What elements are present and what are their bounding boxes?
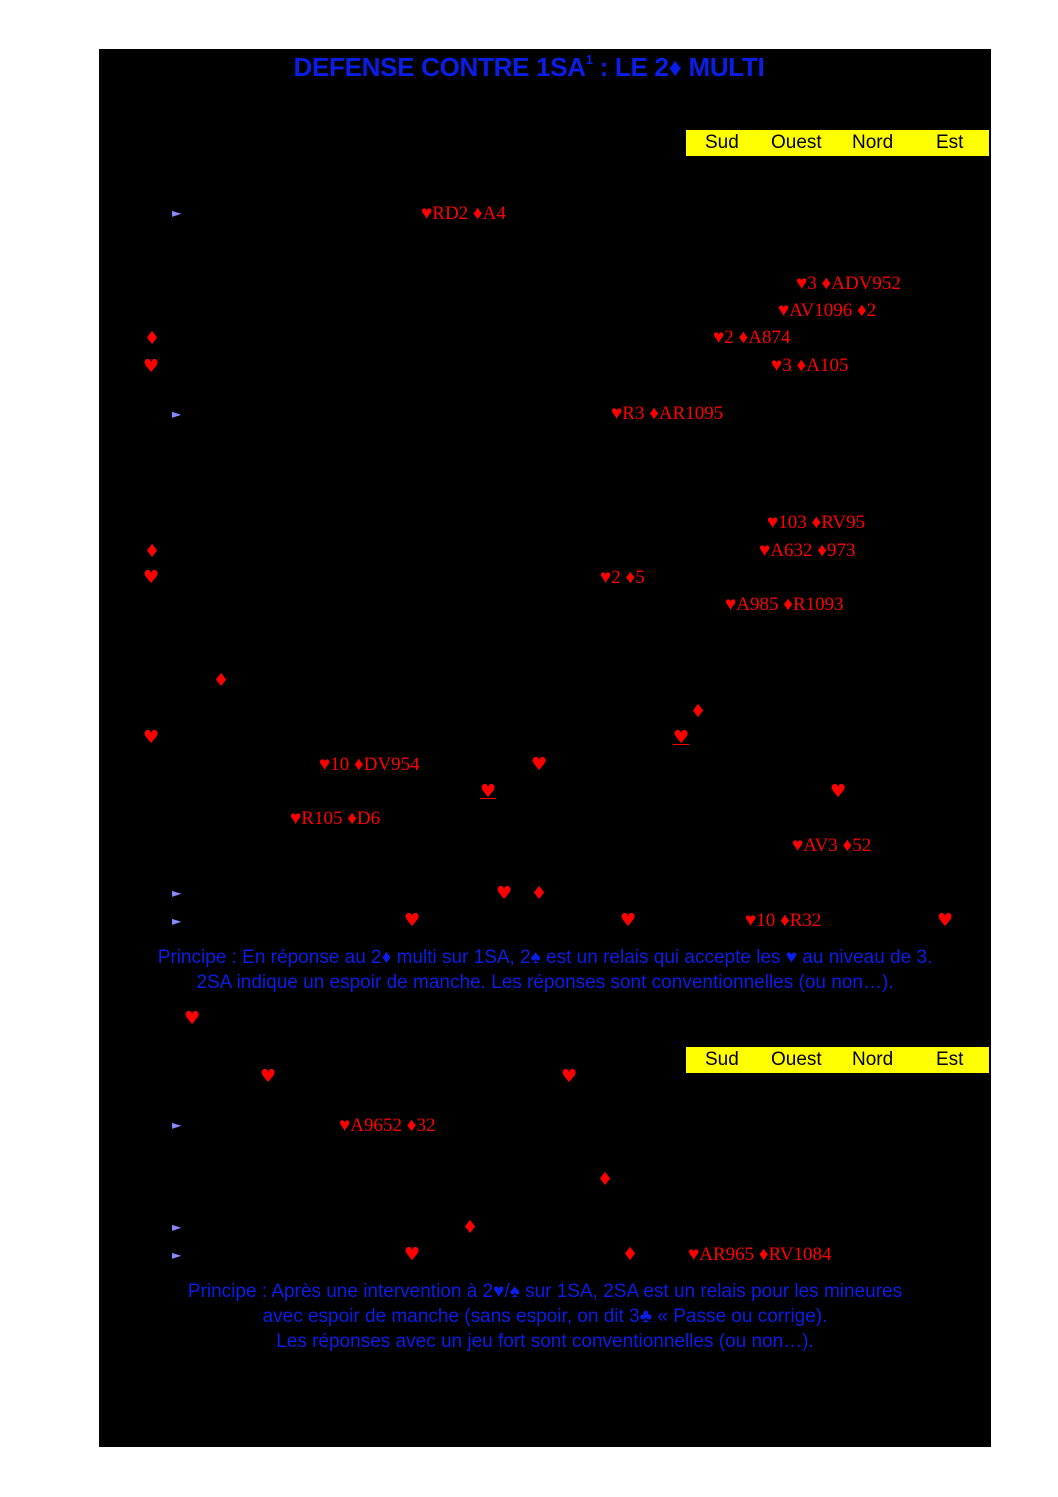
heart-icon: ♥ — [404, 1244, 421, 1265]
principle-2 — [99, 1279, 991, 1354]
heart-icon: ♥ — [143, 356, 160, 377]
diamond-icon: ♦ — [144, 541, 161, 562]
heart-icon: ♥ — [260, 1066, 277, 1087]
bidding-header-2 — [686, 1047, 989, 1073]
diamond-icon: ♦ — [531, 883, 548, 904]
principle-1 — [99, 945, 991, 995]
bid-col-est: Est — [936, 1049, 964, 1070]
bid-col-ouest: Ouest — [771, 132, 822, 153]
heart-underlined-icon: ♥ — [673, 727, 690, 748]
hand-2: ♥3 ♦ADV952 — [796, 273, 901, 294]
hand-14: ♥10 ♦R32 — [745, 910, 822, 931]
diamond-icon: ♦ — [597, 1169, 614, 1190]
heart-icon: ♥ — [143, 567, 160, 588]
bullet-arrow-icon: ► — [172, 1118, 182, 1132]
bid-col-sud: Sud — [705, 132, 739, 153]
heart-icon: ♥ — [496, 883, 513, 904]
principle-2-line-3: Les réponses avec un jeu fort sont conventionnelles (ou non…). — [276, 1331, 814, 1352]
hand-3: ♥AV1096 ♦2 — [778, 300, 877, 321]
principle-2-line-1: Principe : Après une intervention à 2♥/♠ sur 1SA, 2SA est un relais pour les mineures — [187, 1281, 903, 1302]
bullet-arrow-icon: ► — [172, 1248, 182, 1262]
diamond-icon: ♦ — [144, 328, 161, 349]
hand-6: ♥R3 ♦AR1095 — [611, 403, 724, 424]
hand-8: ♥A632 ♦973 — [759, 540, 856, 561]
principle-1-line-1: Principe : En réponse au 2♦ multi sur 1SA, 2♠ est un relais qui accepte les ♥ au niveau de 3. — [157, 947, 933, 968]
heart-icon: ♥ — [143, 727, 160, 748]
heart-underlined-icon: ♥ — [480, 781, 497, 802]
hand-7: ♥103 ♦RV95 — [767, 512, 866, 533]
diamond-icon: ♦ — [690, 701, 707, 722]
diamond-icon: ♦ — [622, 1244, 639, 1265]
bullet-arrow-icon: ► — [172, 1220, 182, 1234]
bid-col-nord: Nord — [852, 1049, 894, 1070]
document-panel — [99, 49, 991, 1447]
heart-icon: ♥ — [184, 1008, 201, 1029]
bid-col-sud: Sud — [705, 1049, 739, 1070]
bid-col-nord: Nord — [852, 132, 894, 153]
principle-2-line-2: avec espoir de manche (sans espoir, on dit 3♣ « Passe ou corrige). — [262, 1306, 828, 1327]
heart-icon: ♥ — [937, 910, 954, 931]
hand-1: ♥RD2 ♦A4 — [421, 203, 506, 224]
page-title — [0, 52, 1058, 83]
hand-11: ♥10 ♦DV954 — [319, 754, 420, 775]
hand-5: ♥3 ♦A105 — [771, 355, 849, 376]
title-footnote-mark: 1 — [585, 52, 593, 68]
heart-icon: ♥ — [620, 910, 637, 931]
bid-col-ouest: Ouest — [771, 1049, 822, 1070]
bullet-arrow-icon: ► — [172, 407, 182, 421]
hand-15: ♥A9652 ♦32 — [339, 1115, 436, 1136]
principle-1-line-2: 2SA indique un espoir de manche. Les réponses sont conventionnelles (ou non…). — [196, 972, 894, 993]
hand-4: ♥2 ♦A874 — [713, 327, 791, 348]
diamond-icon: ♦ — [213, 670, 230, 691]
diamond-icon: ♦ — [462, 1217, 479, 1238]
hand-16: ♥AR965 ♦RV1084 — [688, 1244, 832, 1265]
hand-12: ♥R105 ♦D6 — [290, 808, 381, 829]
bidding-header-1 — [686, 130, 989, 156]
heart-icon: ♥ — [561, 1066, 578, 1087]
heart-icon: ♥ — [531, 754, 548, 775]
bid-col-est: Est — [936, 132, 964, 153]
title-main: DEFENSE CONTRE 1SA — [293, 52, 586, 82]
bullet-arrow-icon: ► — [172, 886, 182, 900]
hand-9: ♥2 ♦5 — [600, 567, 645, 588]
hand-13: ♥AV3 ♦52 — [792, 835, 872, 856]
title-rest: : LE 2♦ MULTI — [592, 52, 765, 82]
hand-10: ♥A985 ♦R1093 — [725, 594, 844, 615]
bullet-arrow-icon: ► — [172, 206, 182, 220]
heart-icon: ♥ — [404, 910, 421, 931]
bullet-arrow-icon: ► — [172, 914, 182, 928]
heart-icon: ♥ — [830, 781, 847, 802]
